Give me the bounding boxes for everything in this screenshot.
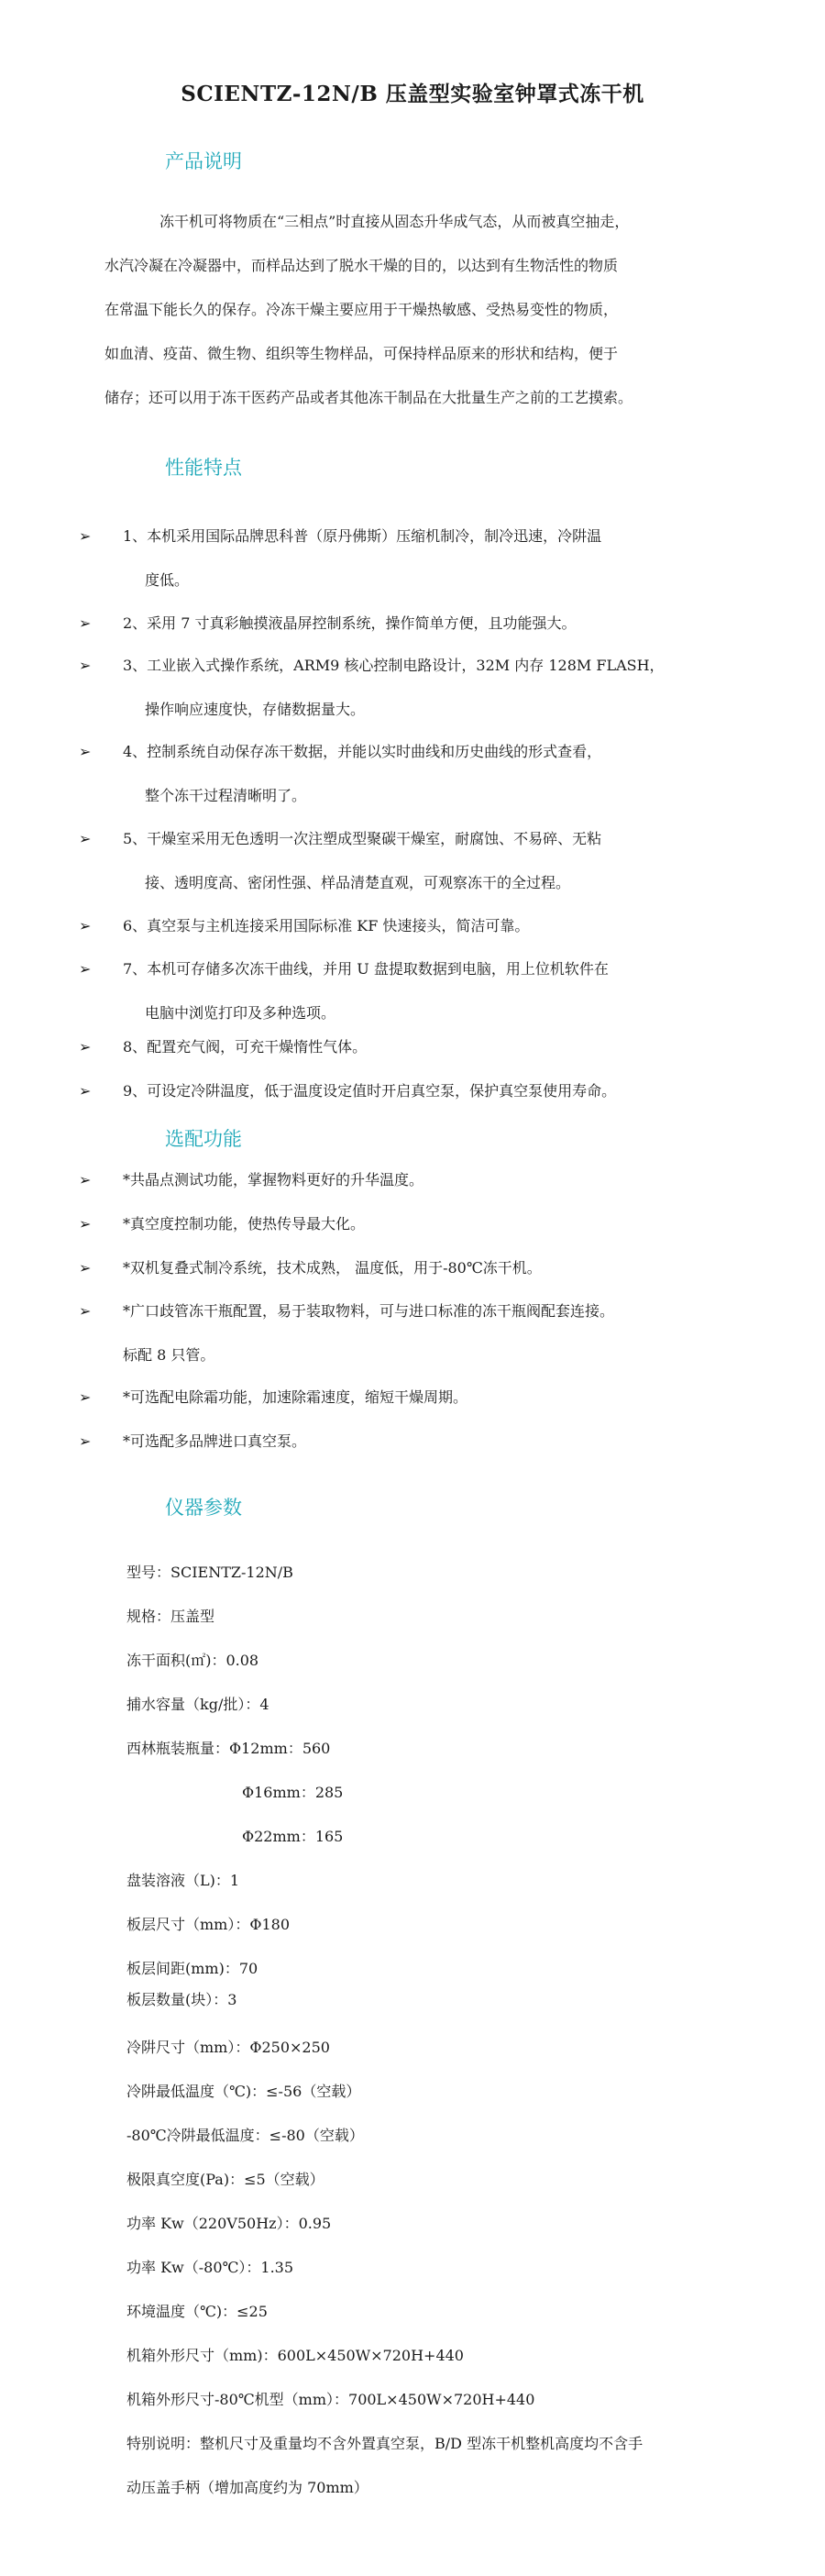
param-vial-22: Φ22mm：165 (242, 1828, 344, 1845)
option-text: *可选配电除霜功能，加速除霜速度，缩短干燥周期。 (123, 1388, 468, 1406)
param-shelf-gap: 板层间距(mm)：70 (126, 1960, 258, 1977)
bullet-arrow-icon: ➢ (79, 743, 92, 760)
feature-item-2 (79, 602, 728, 646)
feature-item-4 (79, 730, 728, 818)
param-vial-12: 西林瓶装瓶量：Φ12mm：560 (126, 1740, 331, 1757)
option-text: *共晶点测试功能，掌握物料更好的升华温度。 (123, 1171, 424, 1188)
description-line: 水汽冷凝在冷凝器中，而样品达到了脱水干燥的目的，以达到有生物活性的物质 (104, 257, 619, 274)
feature-text: 4、控制系统自动保存冻干数据，并能以实时曲线和历史曲线的形式查看， (123, 743, 602, 760)
bullet-arrow-icon: ➢ (79, 1302, 92, 1320)
option-item-1 (79, 1158, 728, 1202)
feature-text-cont: 电脑中浏览打印及多种选项。 (145, 1004, 336, 1022)
feature-text: 5、干燥室采用无色透明一次注塑成型聚碳干燥室，耐腐蚀、不易碎、无粘 (123, 830, 602, 847)
feature-text: 9、可设定冷阱温度，低于温度设定值时开启真空泵，保护真空泵使用寿命。 (123, 1082, 617, 1100)
param-trap-min-temp-80: -80℃冷阱最低温度：≤-80（空载） (126, 2127, 364, 2144)
feature-text: 1、本机采用国际品牌思科普（原丹佛斯）压缩机制冷，制冷迅速，冷阱温 (123, 527, 602, 545)
feature-item-1 (79, 514, 728, 603)
option-text-cont: 标配 8 只管。 (123, 1346, 215, 1364)
bullet-arrow-icon: ➢ (79, 1432, 92, 1450)
feature-text: 3、工业嵌入式操作系统，ARM9 核心控制电路设计，32M 内存 128M FLASH， (123, 657, 665, 674)
feature-item-8 (79, 1025, 728, 1069)
param-area: 冻干面积(㎡)：0.08 (126, 1652, 259, 1669)
param-tray-liquid: 盘装溶液（L)：1 (126, 1872, 240, 1889)
param-shelf-count: 板层数量(块）：3 (126, 1991, 237, 2008)
param-power-80: 功率 Kw（-80℃）：1.35 (126, 2259, 294, 2276)
option-item-2 (79, 1202, 728, 1246)
feature-text: 8、配置充气阀，可充干燥惰性气体。 (123, 1038, 368, 1056)
param-capacity: 捕水容量（kg/批）：4 (126, 1696, 270, 1713)
feature-text: 6、真空泵与主机连接采用国际标准 KF 快速接头，简洁可靠。 (123, 917, 530, 934)
feature-text: 7、本机可存储多次冻干曲线，并用 U 盘提取数据到电脑，用上位机软件在 (123, 960, 609, 978)
param-spec: 规格：压盖型 (126, 1608, 215, 1625)
option-text: *广口歧管冻干瓶配置，易于装取物料，可与进口标准的冻干瓶阀配套连接。 (123, 1302, 615, 1320)
feature-text-cont: 接、透明度高、密闭性强、样品清楚直观，可观察冻干的全过程。 (145, 874, 571, 891)
bullet-arrow-icon: ➢ (79, 1388, 92, 1406)
param-note-line-1: 特别说明：整机尺寸及重量均不含外置真空泵，B/D 型冻干机整机高度均不含手 (126, 2435, 644, 2452)
bullet-arrow-icon: ➢ (79, 960, 92, 978)
param-note-line-2: 动压盖手柄（增加高度约为 70mm） (126, 2479, 368, 2496)
bullet-arrow-icon: ➢ (79, 917, 92, 934)
option-item-3 (79, 1246, 728, 1290)
description-line: 在常温下能长久的保存。冷冻干燥主要应用于干燥热敏感、受热易变性的物质， (104, 301, 619, 318)
bullet-arrow-icon: ➢ (79, 1082, 92, 1100)
bullet-arrow-icon: ➢ (79, 527, 92, 545)
param-trap-min-temp: 冷阱最低温度（℃)：≤-56（空载） (126, 2083, 361, 2100)
bullet-arrow-icon: ➢ (79, 1171, 92, 1188)
description-line: 储存；还可以用于冻干医药产品或者其他冻干制品在大批量生产之前的工艺摸索。 (104, 389, 633, 406)
option-text: *双机复叠式制冷系统，技术成熟， 温度低，用于-80℃冻干机。 (123, 1259, 542, 1277)
bullet-arrow-icon: ➢ (79, 1038, 92, 1056)
feature-text-cont: 操作响应速度快，存储数据量大。 (145, 701, 366, 718)
option-text: *可选配多品牌进口真空泵。 (123, 1432, 307, 1450)
feature-item-7 (79, 947, 728, 1035)
bullet-arrow-icon: ➢ (79, 1215, 92, 1233)
feature-item-3 (79, 644, 728, 732)
description-line: 冻干机可将物质在“三相点”时直接从固态升华成气态，从而被真空抽走， (160, 213, 630, 230)
bullet-arrow-icon: ➢ (79, 830, 92, 847)
param-trap-size: 冷阱尺寸（mm）：Φ250×250 (126, 2039, 330, 2056)
feature-item-6 (79, 904, 728, 948)
option-item-4 (79, 1289, 728, 1377)
option-item-6 (79, 1420, 728, 1464)
bullet-arrow-icon: ➢ (79, 657, 92, 674)
param-vacuum: 极限真空度(Pa)：≤5（空载） (126, 2171, 324, 2188)
bullet-arrow-icon: ➢ (79, 614, 92, 632)
option-item-5 (79, 1376, 728, 1420)
section-heading-description: 产品说明 (165, 150, 242, 172)
description-paragraph (104, 200, 728, 420)
section-heading-options: 选配功能 (165, 1128, 242, 1150)
option-text: *真空度控制功能，使热传导最大化。 (123, 1215, 366, 1233)
param-cabinet: 机箱外形尺寸（mm)：600L×450W×720H+440 (126, 2347, 464, 2364)
param-shelf-size: 板层尺寸（mm）：Φ180 (126, 1916, 291, 1933)
feature-item-5 (79, 817, 728, 905)
param-vial-16: Φ16mm：285 (242, 1784, 344, 1801)
bullet-arrow-icon: ➢ (79, 1259, 92, 1277)
param-env-temp: 环境温度（℃)：≤25 (126, 2303, 268, 2320)
feature-text-cont: 度低。 (145, 571, 190, 589)
feature-text: 2、采用 7 寸真彩触摸液晶屏控制系统，操作简单方便，且功能强大。 (123, 614, 577, 632)
feature-item-9 (79, 1069, 728, 1113)
param-cabinet-80: 机箱外形尺寸-80℃机型（mm）：700L×450W×720H+440 (126, 2391, 535, 2408)
param-power: 功率 Kw（220V50Hz）：0.95 (126, 2215, 332, 2232)
param-model: 型号：SCIENTZ-12N/B (126, 1564, 293, 1581)
page-title: SCIENTZ-12N/B 压盖型实验室钟罩式冻干机 (181, 82, 644, 106)
section-heading-params: 仪器参数 (165, 1497, 242, 1519)
description-line: 如血清、疫苗、微生物、组织等生物样品，可保持样品原来的形状和结构，便于 (104, 345, 619, 362)
feature-text-cont: 整个冻干过程清晰明了。 (145, 787, 307, 804)
section-heading-features: 性能特点 (165, 457, 242, 479)
